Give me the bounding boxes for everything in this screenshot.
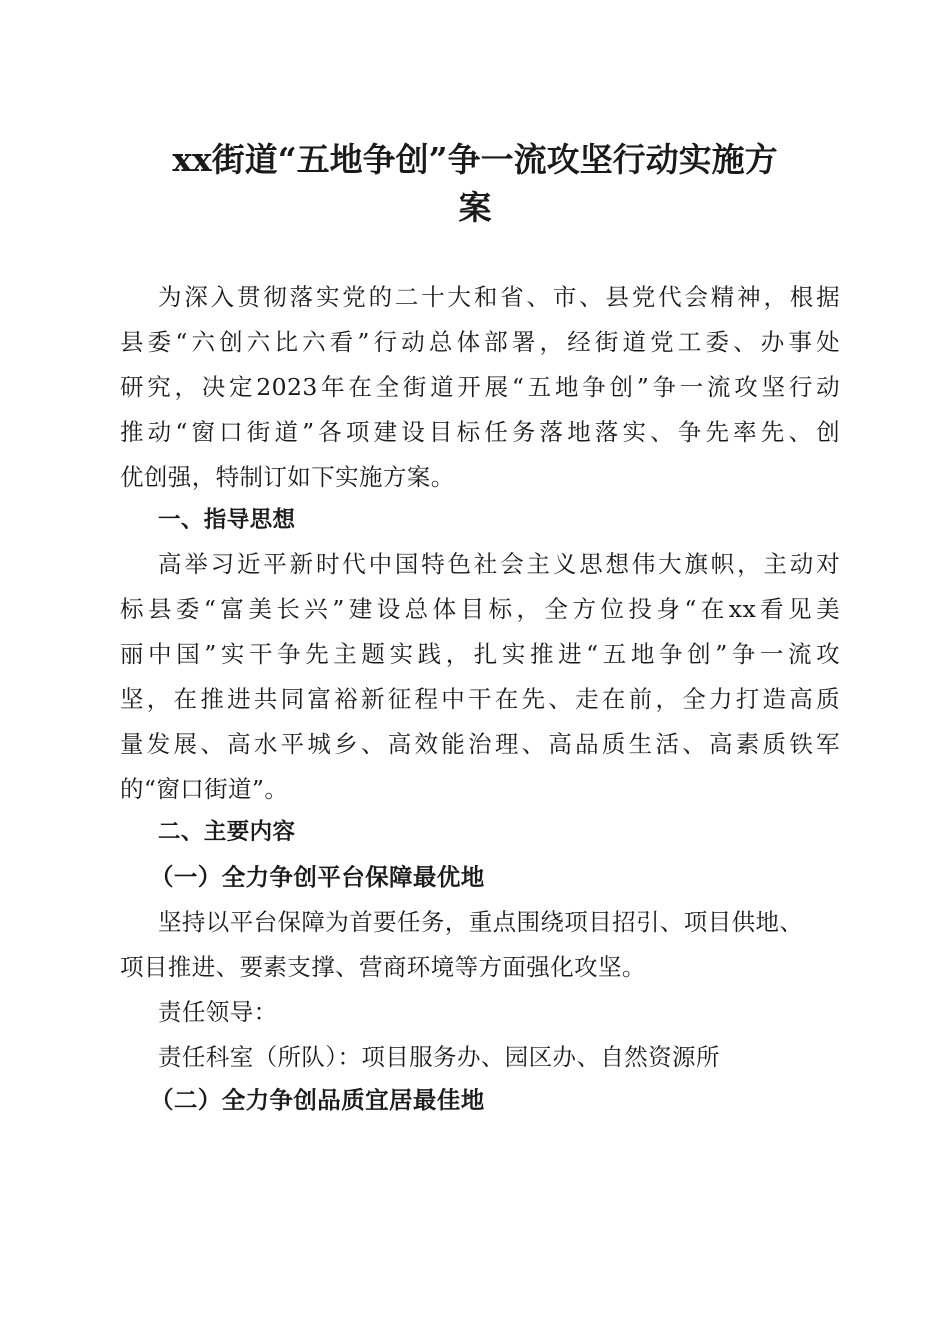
section1-paragraph-line: 丽中国”实干争先主题实践，扎实推进“五地争创”争一流攻 xyxy=(120,640,840,668)
responsible-leader: 责任领导： xyxy=(158,998,278,1026)
intro-paragraph-line: 县委“六创六比六看”行动总体部署，经街道党工委、办事处 xyxy=(120,328,840,356)
section1-paragraph-line: 的“窗口街道”。 xyxy=(120,775,289,803)
subsection1-paragraph-line: 坚持以平台保障为首要任务，重点围绕项目招引、项目供地、 xyxy=(158,908,804,936)
responsible-departments: 责任科室（所队）：项目服务办、园区办、自然资源所 xyxy=(158,1043,720,1071)
subsection-heading-livable: （二）全力争创品质宜居最佳地 xyxy=(150,1086,485,1114)
subsection1-paragraph-line: 项目推进、要素支撑、营商环境等方面强化攻坚。 xyxy=(120,953,646,981)
intro-paragraph-line: 推动“窗口街道”各项建设目标任务落地落实、争先率先、创 xyxy=(120,418,840,446)
document-title: xx街道“五地争创”争一流攻坚行动实施方 xyxy=(172,140,778,179)
intro-paragraph-line: 研究，决定2023年在全街道开展“五地争创”争一流攻坚行动 xyxy=(120,373,840,401)
section1-paragraph-line: 高举习近平新时代中国特色社会主义思想伟大旗帜，主动对 xyxy=(158,550,840,578)
document-title-continued: 案 xyxy=(458,188,492,227)
section1-paragraph-line: 坚，在推进共同富裕新征程中干在先、走在前，全力打造高质 xyxy=(120,685,840,713)
intro-paragraph-line: 为深入贯彻落实党的二十大和省、市、县党代会精神，根据 xyxy=(158,283,840,311)
section-heading-main-content: 二、主要内容 xyxy=(158,819,296,845)
section1-paragraph-line: 量发展、高水平城乡、高效能治理、高品质生活、高素质铁军 xyxy=(120,730,840,758)
section-heading-guiding-ideology: 一、指导思想 xyxy=(158,507,296,533)
subsection-heading-platform: （一）全力争创平台保障最优地 xyxy=(150,863,485,891)
intro-paragraph-line: 优创强，特制订如下实施方案。 xyxy=(120,463,455,491)
section1-paragraph-line: 标县委“富美长兴”建设总体目标，全方位投身“在xx看见美 xyxy=(120,595,840,623)
